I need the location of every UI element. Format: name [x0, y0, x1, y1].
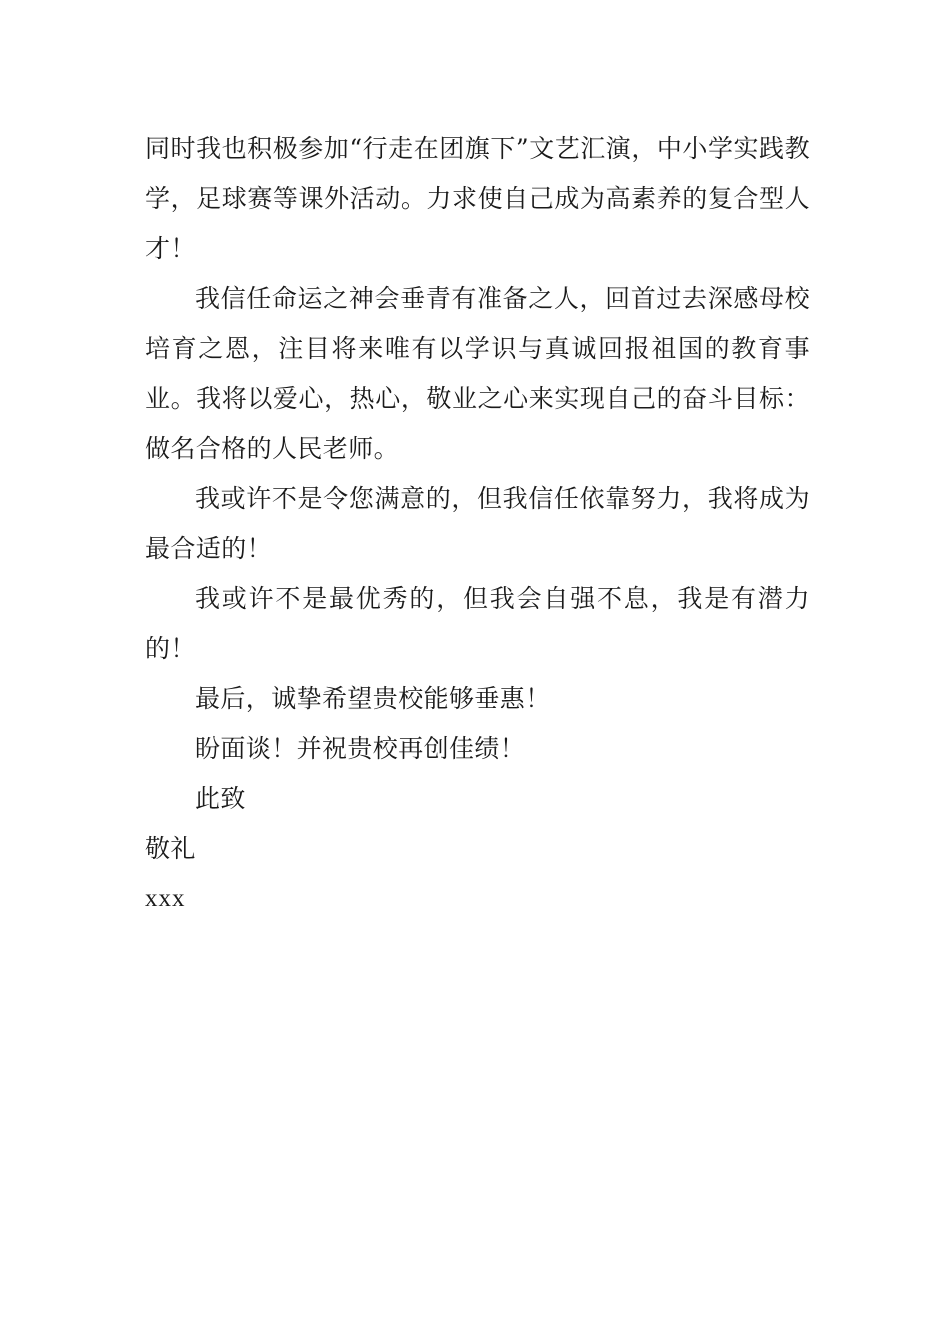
paragraph-effort: 我或许不是令您满意的，但我信任依靠努力，我将成为最合适的！ — [145, 484, 810, 563]
paragraph-interview: 盼面谈！并祝贵校再创佳绩！ — [195, 734, 526, 763]
closing-phrase: 此致 — [195, 784, 246, 813]
paragraph-hope: 最后，诚挚希望贵校能够垂惠！ — [195, 684, 551, 713]
paragraph-activities: 同时我也积极参加“行走在团旗下”文艺汇演，中小学实践教学，足球赛等课外活动。力求使自己成为高素养的复合型人才！ — [145, 134, 810, 263]
paragraph-potential: 我或许不是最优秀的，但我会自强不息，我是有潜力的！ — [145, 584, 810, 663]
paragraph-aspiration: 我信任命运之神会垂青有准备之人，回首过去深感母校培育之恩，注目将来唯有以学识与真诚回报祖国的教育事业。我将以爱心，热心，敬业之心来实现自己的奋斗目标：做名合格的人民老师。 — [145, 284, 810, 463]
signature: xxx — [145, 885, 186, 912]
salutation: 敬礼 — [145, 834, 196, 863]
letter-body — [145, 124, 810, 924]
